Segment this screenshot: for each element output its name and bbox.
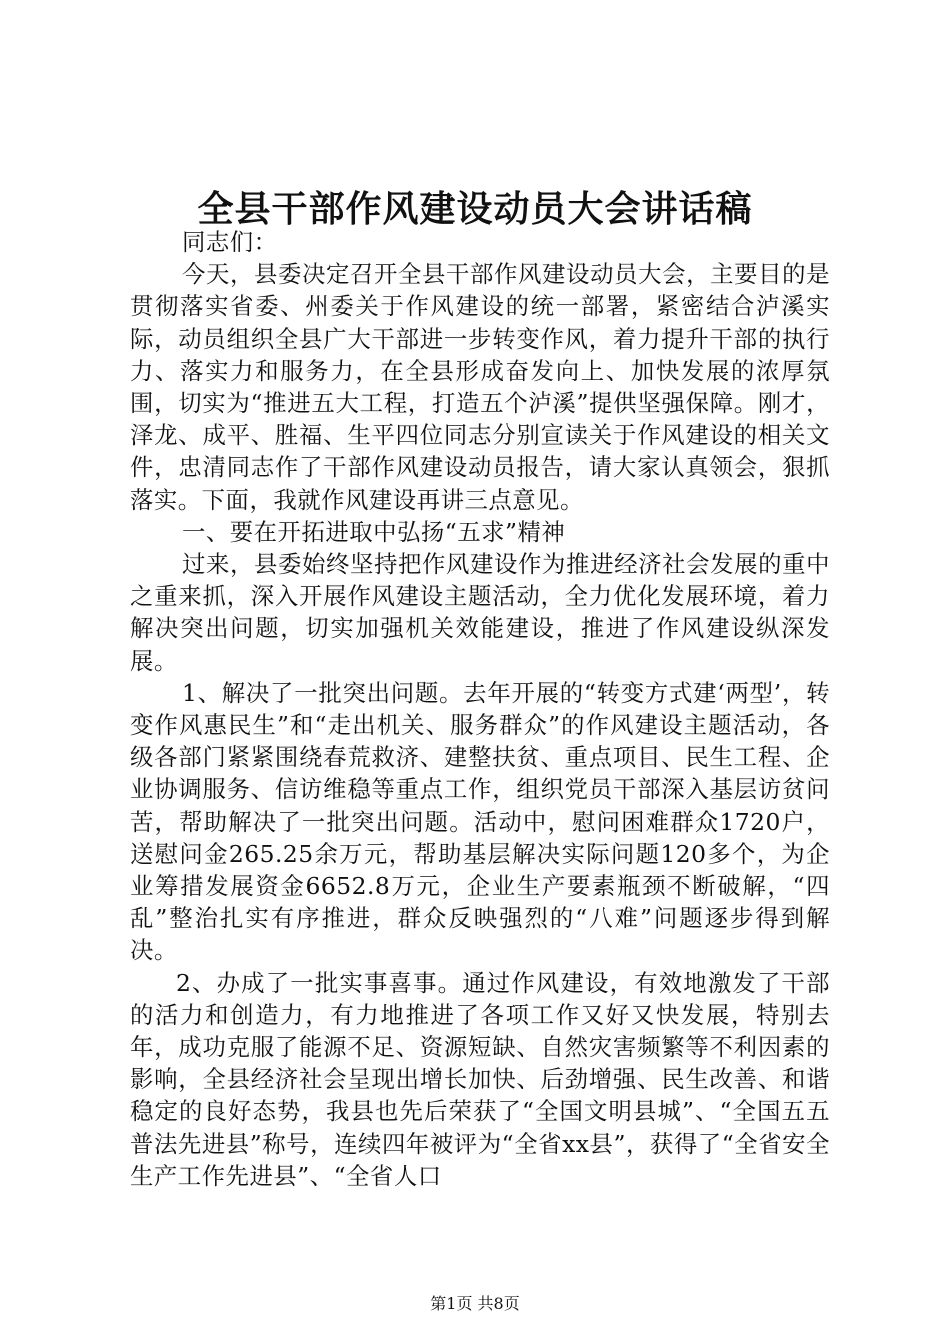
body-paragraph-intro: 今天，县委决定召开全县干部作风建设动员大会，主要目的是贯彻落实省委、州委关于作风建设的统一部署，紧密结合泸溪实际，动员组织全县广大干部进一步转变作风，着力提升干部的执行力、落实力和服务力，在全县形成奋发向上、加快发展的浓厚氛围，切实为“推进五大工程，打造五个泸溪”提供坚强保障。刚才，泽龙、成平、胜福、生平四位同志分别宣读关于作风建设的相关文件，忠清同志作了干部作风建设动员报告，请大家认真领会，狠抓落实。下面，我就作风建设再讲三点意见。 bbox=[130, 260, 830, 514]
section-heading-1: 一、要在开拓进取中弘扬“五求”精神 bbox=[182, 517, 566, 546]
document-body bbox=[130, 226, 830, 1192]
body-paragraph-point-2: 2、办成了一批实事喜事。通过作风建设，有效地激发了干部的活力和创造力，有力地推进了各项工作又好又快发展，特别去年，成功克服了能源不足、资源短缺、自然灾害频繁等不利因素的影响，全县经济社会呈现出增长加快、后劲增强、民生改善、和谐稳定的良好态势，我县也先后荣获了“全国文明县城”、“全国五五普法先进县”称号，连续四年被评为“全省xx县”，获得了“全省安全生产工作先进县”、“全省人口 bbox=[130, 968, 830, 1190]
body-paragraph-point-1: 1、解决了一批突出问题。去年开展的“转变方式建‘两型’，转变作风惠民生”和“走出机关、服务群众”的作风建设主题活动，各级各部门紧紧围绕春荒救济、建整扶贫、重点项目、民生工程、企业协调服务、信访维稳等重点工作，组织党员干部深入基层访贫问苦，帮助解决了一批突出问题。活动中，慰问困难群众1720户，送慰问金265.25余万元，帮助基层解决实际问题120多个，为企业筹措发展资金6652.8万元，企业生产要素瓶颈不断破解，“四乱”整治扎实有序推进，群众反映强烈的“八难”问题逐步得到解决。 bbox=[130, 678, 830, 965]
salutation-paragraph: 同志们： bbox=[182, 228, 278, 256]
page-number-footer: 第1页 共8页 bbox=[430, 1294, 520, 1313]
document-title: 全县干部作风建设动员大会讲话稿 bbox=[197, 188, 753, 230]
body-paragraph-review: 过来，县委始终坚持把作风建设作为推进经济社会发展的重中之重来抓，深入开展作风建设主题活动，全力优化发展环境，着力解决突出问题，切实加强机关效能建设，推进了作风建设纵深发展。 bbox=[130, 550, 830, 675]
